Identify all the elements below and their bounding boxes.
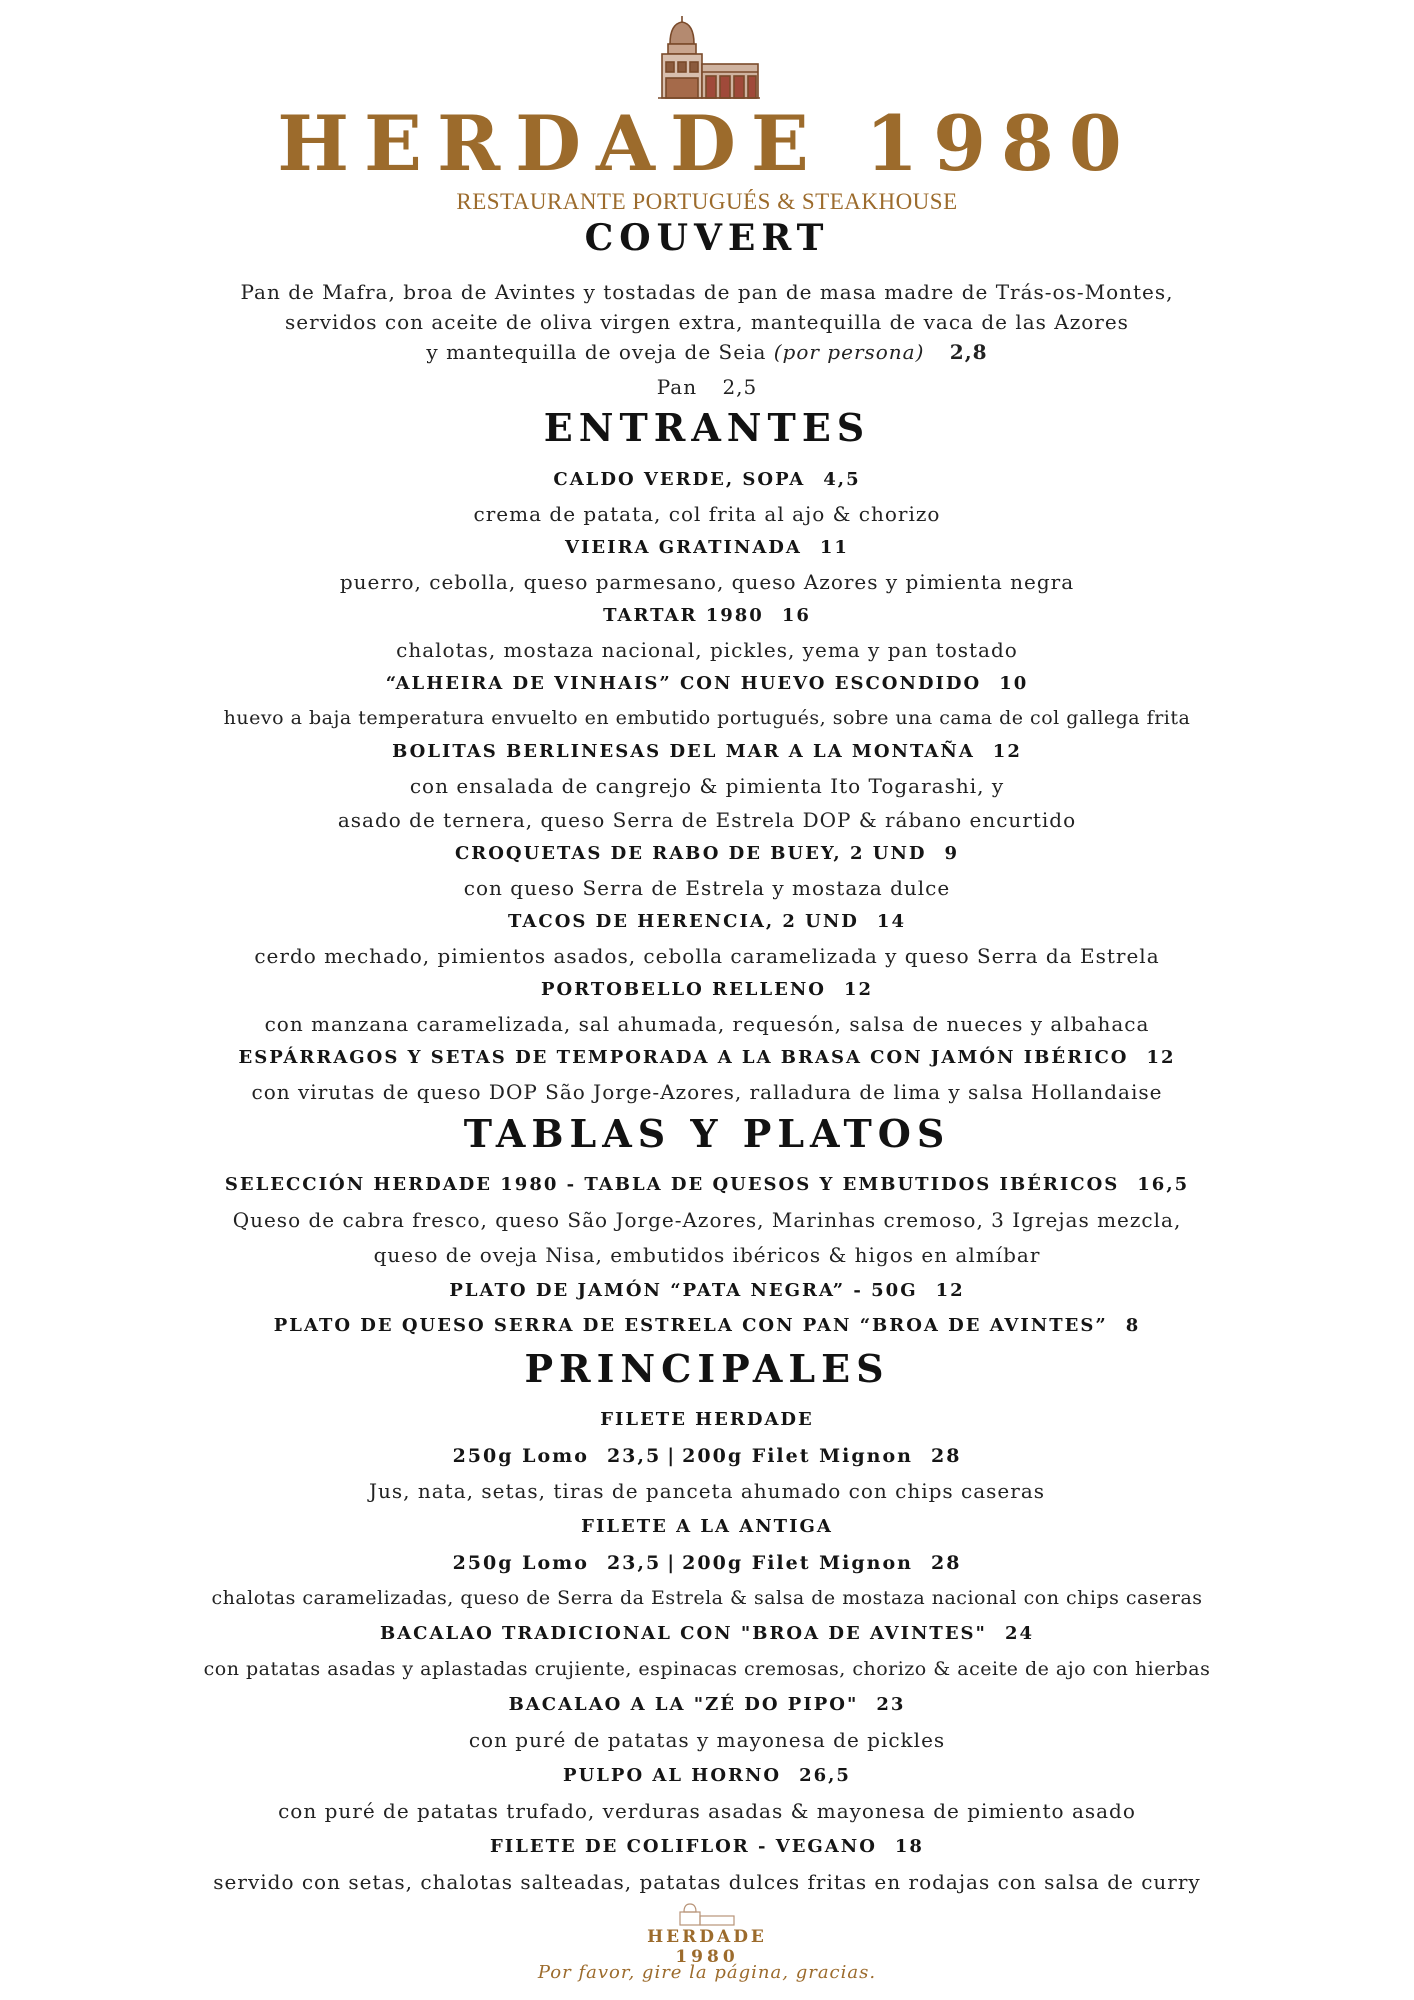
menu-item-name bbox=[0, 737, 1414, 767]
menu-item-description: con patatas asadas y aplastadas crujiente, espinacas cremosas, chorizo & aceite de ajo con hierbas bbox=[203, 1658, 1211, 1680]
menu-item-name bbox=[0, 669, 1414, 699]
item-name-text: BACALAO TRADICIONAL CON "BROA DE AVINTES" bbox=[380, 1623, 987, 1644]
item-name-text: “ALHEIRA DE VINHAIS” CON HUEVO ESCONDIDO bbox=[385, 673, 982, 694]
option-b-price: 28 bbox=[930, 1552, 962, 1574]
item-price: 23 bbox=[876, 1694, 906, 1715]
menu-item-name bbox=[0, 1170, 1414, 1200]
couvert-price: 2,8 bbox=[949, 340, 988, 364]
menu-item-name bbox=[0, 465, 1414, 495]
menu-item-name bbox=[0, 1276, 1414, 1306]
bread-line bbox=[0, 372, 1414, 402]
section-title-entrantes: ENTRANTES bbox=[543, 405, 871, 450]
menu-item-description: queso de oveja Nisa, embutidos ibéricos & higos en almíbar bbox=[373, 1243, 1041, 1267]
item-name-text: PORTOBELLO RELLENO bbox=[540, 979, 826, 1000]
item-price: 12 bbox=[1146, 1047, 1176, 1068]
menu-item-name: FILETE HERDADE bbox=[600, 1409, 814, 1430]
menu-item-name bbox=[0, 601, 1414, 631]
menu-item-description: con puré de patatas trufado, verduras asadas & mayonesa de pimiento asado bbox=[278, 1799, 1136, 1823]
item-name-text: CALDO VERDE, SOPA bbox=[553, 469, 806, 490]
menu-item-description: Jus, nata, setas, tiras de panceta ahumado con chips caseras bbox=[368, 1479, 1046, 1503]
couvert-line-1: Pan de Mafra, broa de Avintes y tostadas de pan de masa madre de Trás-os-Montes, bbox=[240, 280, 1174, 304]
menu-item-description: con queso Serra de Estrela y mostaza dulce bbox=[463, 876, 951, 900]
item-name-text: VIEIRA GRATINADA bbox=[565, 537, 802, 558]
item-name-text: BOLITAS BERLINESAS DEL MAR A LA MONTAÑA bbox=[392, 741, 975, 762]
item-name-text: PULPO AL HORNO bbox=[563, 1765, 782, 1786]
turn-page-note: Por favor, gire la página, gracias. bbox=[537, 1962, 877, 1983]
option-separator: | bbox=[667, 1445, 677, 1467]
item-price: 24 bbox=[1004, 1623, 1034, 1644]
menu-item-description: chalotas, mostaza nacional, pickles, yema y pan tostado bbox=[396, 638, 1018, 662]
item-name-text: PLATO DE QUESO SERRA DE ESTRELA CON PAN “BROA DE AVINTES” bbox=[273, 1315, 1108, 1336]
option-a-label: 250g Lomo bbox=[452, 1445, 589, 1467]
item-price: 9 bbox=[944, 843, 960, 864]
item-price: 14 bbox=[876, 911, 906, 932]
item-price: 16 bbox=[781, 605, 811, 626]
menu-item-name bbox=[0, 1619, 1414, 1649]
menu-item-description: con puré de patatas y mayonesa de pickles bbox=[468, 1728, 946, 1752]
item-name-text: TACOS DE HERENCIA, 2 UND bbox=[508, 911, 859, 932]
menu-item-name bbox=[0, 907, 1414, 937]
menu-item-options bbox=[0, 1441, 1414, 1471]
item-name-text: PLATO DE JAMÓN “PATA NEGRA” - 50G bbox=[449, 1280, 918, 1301]
item-name-text: CROQUETAS DE RABO DE BUEY, 2 UND bbox=[454, 843, 927, 864]
menu-item-name bbox=[0, 1690, 1414, 1720]
item-name-text: TARTAR 1980 bbox=[603, 605, 764, 626]
item-name-text: ESPÁRRAGOS Y SETAS DE TEMPORADA A LA BRASA CON JAMÓN IBÉRICO bbox=[238, 1047, 1129, 1068]
menu-item-description: servido con setas, chalotas salteadas, patatas dulces fritas en rodajas con salsa de curry bbox=[213, 1870, 1201, 1894]
menu-item-name bbox=[0, 1761, 1414, 1791]
item-price: 18 bbox=[894, 1836, 924, 1857]
menu-item-description: con manzana caramelizada, sal ahumada, requesón, salsa de nueces y albahaca bbox=[264, 1012, 1150, 1036]
item-price: 12 bbox=[935, 1280, 965, 1301]
option-b-price: 28 bbox=[930, 1445, 962, 1467]
footer-brand: HERDADE bbox=[647, 1927, 767, 1947]
item-price: 10 bbox=[999, 673, 1029, 694]
bread-label: Pan bbox=[656, 375, 698, 399]
menu-item-options bbox=[0, 1548, 1414, 1578]
section-title-principales: PRINCIPALES bbox=[524, 1346, 890, 1391]
item-price: 12 bbox=[992, 741, 1022, 762]
menu-item-name: FILETE A LA ANTIGA bbox=[581, 1516, 833, 1537]
menu-item-description: puerro, cebolla, queso parmesano, queso Azores y pimienta negra bbox=[339, 570, 1075, 594]
section-title-couvert: COUVERT bbox=[584, 217, 830, 259]
menu-item-name bbox=[0, 533, 1414, 563]
menu-item-name bbox=[0, 975, 1414, 1005]
menu-item-description: chalotas caramelizadas, queso de Serra da Estrela & salsa de mostaza nacional con chips caseras bbox=[211, 1587, 1203, 1609]
item-price: 26,5 bbox=[799, 1765, 851, 1786]
item-price: 12 bbox=[843, 979, 874, 1000]
couvert-line-3 bbox=[0, 337, 1414, 367]
footer-year: 1980 bbox=[675, 1947, 739, 1967]
option-a-label: 250g Lomo bbox=[452, 1552, 589, 1574]
couvert-line-2: servidos con aceite de oliva virgen extra, mantequilla de vaca de las Azores bbox=[285, 310, 1129, 334]
option-b-label: 200g Filet Mignon bbox=[682, 1445, 913, 1467]
couvert-line-3-text: y mantequilla de oveja de Seia bbox=[426, 340, 767, 364]
building-logo-icon bbox=[652, 14, 762, 100]
item-price: 8 bbox=[1125, 1315, 1141, 1336]
menu-item-name bbox=[0, 1311, 1414, 1341]
menu-item-description: crema de patata, col frita al ajo & chorizo bbox=[473, 502, 941, 526]
item-price: 16,5 bbox=[1137, 1174, 1190, 1195]
bread-price: 2,5 bbox=[722, 375, 758, 399]
menu-item-description: con virutas de queso DOP São Jorge-Azores, ralladura de lima y salsa Hollandaise bbox=[251, 1080, 1163, 1104]
item-price: 4,5 bbox=[823, 469, 861, 490]
item-name-text: FILETE DE COLIFLOR - VEGANO bbox=[490, 1836, 877, 1857]
option-a-price: 23,5 bbox=[606, 1445, 662, 1467]
item-price: 11 bbox=[819, 537, 849, 558]
brand-title: HERDADE 1980 bbox=[277, 99, 1137, 188]
item-name-text: BACALAO A LA "ZÉ DO PIPO" bbox=[508, 1694, 859, 1715]
option-b-label: 200g Filet Mignon bbox=[682, 1552, 913, 1574]
option-a-price: 23,5 bbox=[606, 1552, 662, 1574]
brand-tagline: RESTAURANTE PORTUGUÉS & STEAKHOUSE bbox=[456, 189, 958, 214]
option-separator: | bbox=[667, 1552, 677, 1574]
menu-item-name bbox=[0, 1832, 1414, 1862]
couvert-per-person-note: (por persona) bbox=[773, 340, 925, 364]
menu-item-description: cerdo mechado, pimientos asados, cebolla caramelizada y queso Serra da Estrela bbox=[254, 944, 1160, 968]
menu-item-name bbox=[0, 1043, 1414, 1073]
footer-building-icon bbox=[672, 1902, 742, 1926]
item-name-text: SELECCIÓN HERDADE 1980 - TABLA DE QUESOS Y EMBUTIDOS IBÉRICOS bbox=[224, 1174, 1120, 1195]
menu-item-name bbox=[0, 839, 1414, 869]
menu-item-description: con ensalada de cangrejo & pimienta Ito Togarashi, y bbox=[409, 774, 1005, 798]
menu-item-description: asado de ternera, queso Serra de Estrela DOP & rábano encurtido bbox=[337, 808, 1077, 832]
menu-item-description: Queso de cabra fresco, queso São Jorge-Azores, Marinhas cremoso, 3 Igrejas mezcla, bbox=[232, 1208, 1182, 1232]
section-title-tablas: TABLAS Y PLATOS bbox=[463, 1111, 951, 1156]
menu-item-description: huevo a baja temperatura envuelto en embutido portugués, sobre una cama de col gallega frita bbox=[223, 707, 1191, 729]
